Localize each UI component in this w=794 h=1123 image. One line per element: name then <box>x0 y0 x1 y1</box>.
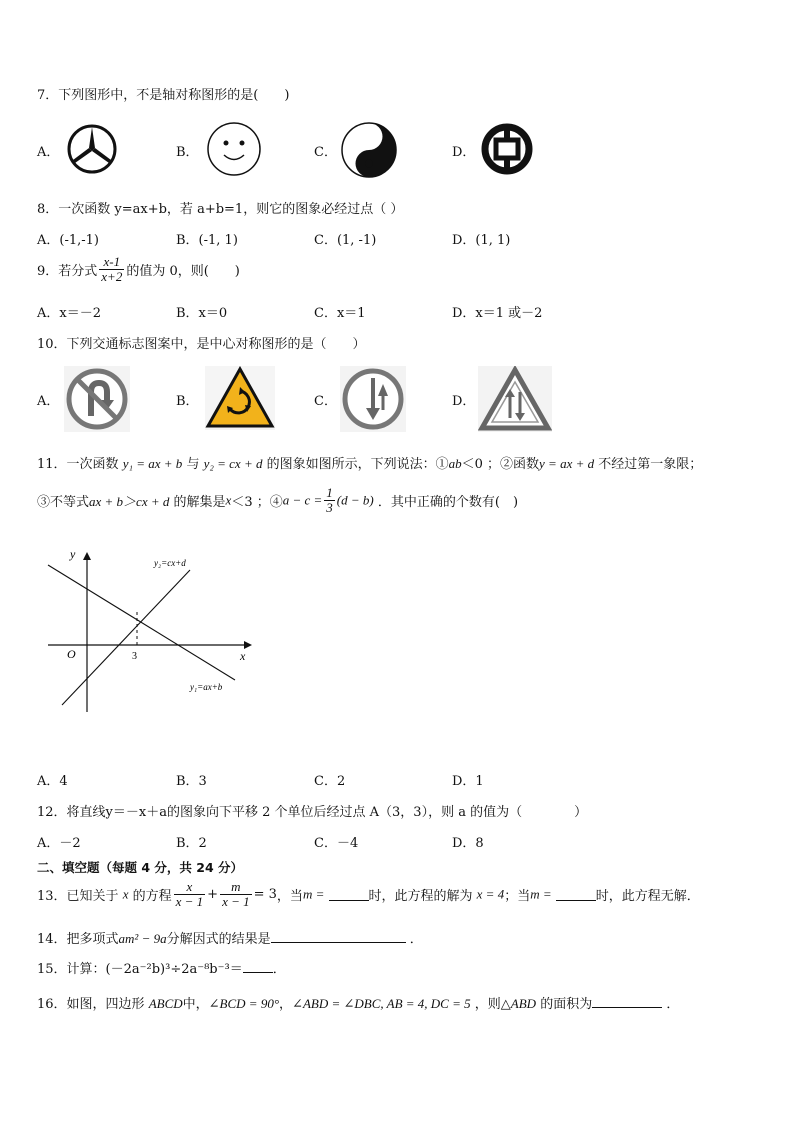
q11-text-i: ．其中正确的个数有( ) <box>377 495 519 510</box>
q10-option-c: C． <box>314 394 337 409</box>
q14-text-a: 14．把多项式 <box>37 932 119 947</box>
q11-claim4-num: 1 <box>326 485 333 500</box>
q13-frac1-num: x <box>174 880 206 895</box>
q11-claim4-lhs: a − c = <box>282 492 323 508</box>
q16-text-a: 16．如图，四边形 <box>37 997 145 1012</box>
q13-frac2-den: x − 1 <box>222 894 250 909</box>
q11-func2: y₂ = cx + d <box>203 456 263 471</box>
q16-text-d: ，则 <box>474 997 501 1012</box>
q14-text-b: 分解因式的结果是 <box>166 932 271 947</box>
q11-claim3-x: x <box>225 492 232 508</box>
q10-option-d: D． <box>452 394 476 409</box>
q13-plus: + <box>207 887 219 902</box>
q13-text-e: ；当 <box>504 889 531 904</box>
y-axis-arrow <box>83 552 91 560</box>
q11-text-b: 与 <box>186 457 200 472</box>
y-axis-label: y <box>70 547 76 561</box>
q11-option-c: C．2 <box>314 774 346 789</box>
x-axis-label: x <box>240 649 246 663</box>
q16-condition-2: ∠ABD = ∠DBC, AB = 4, DC = 5 <box>292 996 471 1011</box>
q11-claim4-fraction <box>324 486 335 515</box>
q8-option-b: B．(-1, 1) <box>176 233 238 248</box>
q11-option-a: A．4 <box>37 774 68 789</box>
q12-option-d: D．8 <box>452 836 484 851</box>
q10-option-b: B． <box>176 394 199 409</box>
q7-stem: 7．下列图形中，不是轴对称图形的是( ) <box>37 88 290 103</box>
tick-3-label: 3 <box>132 651 137 662</box>
line-y1 <box>48 565 235 680</box>
q9-option-c: C．x＝1 <box>314 306 366 321</box>
q9-option-d: D．x＝1 或－2 <box>452 306 543 321</box>
q9-frac-num: x-1 <box>99 255 124 270</box>
q13-text-a: 13．已知关于 <box>37 889 119 904</box>
q16-text-f: ． <box>666 997 680 1012</box>
roundabout-warning-sign-icon <box>205 366 275 430</box>
y2-line-label: y₂=cx+d <box>154 558 186 568</box>
q13-text-d: 时，此方程的解为 <box>368 889 473 904</box>
q9-stem-post: 的值为 0，则( ) <box>126 264 240 279</box>
q13-text-f: 时，此方程无解． <box>595 889 700 904</box>
q13-m2: m = <box>530 886 552 902</box>
q15-answer-blank[interactable] <box>243 960 273 973</box>
q16-text-c: ， <box>279 997 293 1012</box>
q13-eq: = 3 <box>253 887 277 902</box>
no-u-turn-sign-icon <box>64 366 130 432</box>
line-y2 <box>62 570 190 705</box>
q11-option-b: B．3 <box>176 774 207 789</box>
q16-triangle: △ABD <box>500 996 537 1011</box>
q16-text-b: 中， <box>182 997 209 1012</box>
q11-claim2-expr: y = ax + d <box>539 456 595 471</box>
q11-function-graph <box>40 540 270 720</box>
q13-var-x: x <box>122 886 129 902</box>
q11-claim4-rhs: (d − b) <box>336 492 374 508</box>
q11-claim3-expr: ax + b＞cx + d <box>89 494 170 509</box>
q13-text-b: 的方程 <box>132 889 172 904</box>
q8-option-a: A．(-1,-1) <box>37 233 99 248</box>
q14 <box>37 928 423 947</box>
q13-answer-blank-2[interactable] <box>556 888 596 901</box>
q12-stem: 12．将直线y＝－x＋a的图象向下平移 2 个单位后经过点 A（3，3），则 a 的值为（ ） <box>37 805 588 820</box>
q12-option-b: B．2 <box>176 836 207 851</box>
q11-line2 <box>37 486 518 515</box>
q11-text-h: ＜3 ；④ <box>231 495 283 510</box>
x-axis-arrow <box>244 641 252 649</box>
q11-line1 <box>37 453 702 472</box>
q12-option-a: A．－2 <box>37 836 81 851</box>
q9-fraction <box>99 255 124 284</box>
yin-yang-icon <box>340 121 398 179</box>
q13-frac2-num: m <box>220 880 252 895</box>
q9-option-b: B．x＝0 <box>176 306 228 321</box>
q9-stem <box>37 255 240 284</box>
q11-text-d: ＜0 ；②函数 <box>461 457 540 472</box>
q16-condition-1: ∠BCD = 90° <box>208 996 280 1011</box>
q12-option-c: C．－4 <box>314 836 359 851</box>
q9-frac-den: x+2 <box>101 269 123 284</box>
q15-text-a: 15．计算：(－2a⁻²b)³÷2a⁻⁸b⁻³＝ <box>37 962 243 977</box>
no-overtaking-sign-icon <box>340 366 406 432</box>
q11-text-c: 的图象如图所示，下列说法：① <box>266 457 449 472</box>
q7-option-d: D． <box>452 145 476 160</box>
q13-frac1-den: x − 1 <box>175 894 204 909</box>
q16-quadrilateral: ABCD <box>148 996 183 1011</box>
q11-claim4-den: 3 <box>326 500 333 515</box>
q14-text-c: ． <box>409 932 423 947</box>
q8-option-d: D．(1, 1) <box>452 233 511 248</box>
smiley-face-icon <box>205 120 263 178</box>
q10-option-a: A． <box>37 394 60 409</box>
q8-stem: 8．一次函数 y=ax+b，若 a+b=1，则它的图象必经过点（ ） <box>37 202 404 217</box>
q15 <box>37 958 286 977</box>
q16 <box>37 993 679 1012</box>
q9-stem-pre: 9．若分式 <box>37 264 98 279</box>
q11-text-f: ③不等式 <box>37 495 90 510</box>
q7-option-a: A． <box>37 145 60 160</box>
q11-text-a: 11．一次函数 <box>37 457 119 472</box>
q13-text-c: ，当 <box>276 889 303 904</box>
bank-of-china-logo-icon <box>479 121 535 177</box>
q13-fraction-2 <box>220 880 252 909</box>
q11-claim1-expr: ab <box>448 456 462 471</box>
q15-text-b: ． <box>272 962 286 977</box>
q11-func1: y₁ = ax + b <box>122 456 183 471</box>
two-way-traffic-sign-icon <box>478 366 552 432</box>
q13-answer-blank-1[interactable] <box>329 888 369 901</box>
q14-answer-blank[interactable] <box>271 930 406 943</box>
section-heading-fill-blank: 二、填空题（每题 4 分，共 24 分） <box>37 860 244 875</box>
q13-solution: x = 4 <box>476 886 505 902</box>
q11-text-g: 的解集是 <box>173 495 226 510</box>
q7-option-c: C． <box>314 145 337 160</box>
q10-stem: 10．下列交通标志图案中，是中心对称图形的是（ ） <box>37 337 366 352</box>
y1-line-label: y₁=ax+b <box>190 682 223 692</box>
q8-option-c: C．(1, -1) <box>314 233 377 248</box>
q16-answer-blank[interactable] <box>592 995 662 1008</box>
q7-option-b: B． <box>176 145 199 160</box>
q11-option-d: D．1 <box>452 774 484 789</box>
q11-text-e: 不经过第一象限； <box>598 457 703 472</box>
q14-expression: am² − 9a <box>118 931 167 946</box>
mercedes-logo-icon <box>66 123 118 175</box>
q13-m1: m = <box>302 886 325 902</box>
q13 <box>37 880 700 909</box>
q9-option-a: A．x＝－2 <box>37 306 101 321</box>
origin-label: O <box>67 647 76 661</box>
q16-text-e: 的面积为 <box>540 997 593 1012</box>
q13-fraction-1 <box>174 880 206 909</box>
